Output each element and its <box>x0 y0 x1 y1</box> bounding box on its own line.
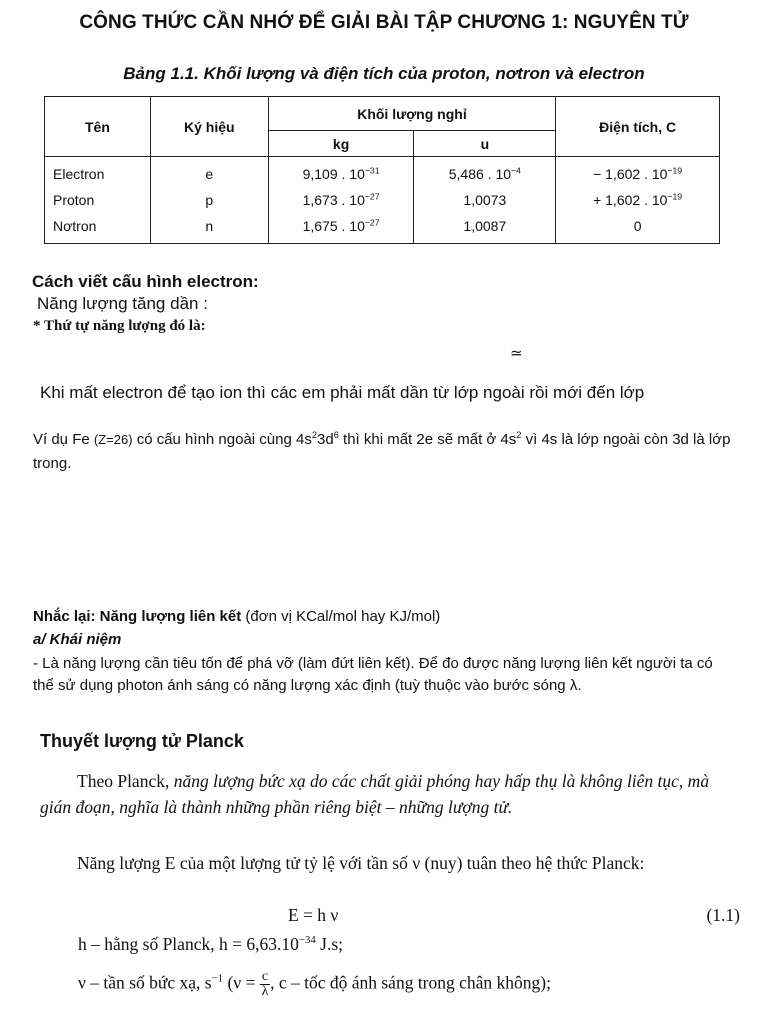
document-title: CÔNG THỨC CẦN NHỚ ĐỂ GIẢI BÀI TẬP CHƯƠNG 1: NGUYÊN TỬ <box>79 12 689 33</box>
cell-charge: + 1,602 . $10^{-19}$ <box>556 187 720 213</box>
table-row <box>45 157 720 188</box>
table-row <box>45 213 720 244</box>
mass-charge-table <box>44 96 720 244</box>
c-over-lambda-fraction: $\frac{c}{\lambda}$ <box>261 969 269 999</box>
formula-expression: E = h ν <box>288 905 339 925</box>
table-row <box>45 187 720 213</box>
frequency-definition: ν – tần số bức xạ, $s^{-1}$ (ν = $\frac{c}{\lambda}$ , c – tốc độ ánh sáng trong chân không); <box>78 969 551 999</box>
header-u: u <box>414 131 556 157</box>
electron-config-heading: Cách viết cấu hình electron: <box>32 272 259 291</box>
header-kg: kg <box>268 131 414 157</box>
bond-energy-title: Nhắc lại: Năng lượng liên kết (đơn vị KCal/mol hay KJ/mol) <box>33 608 441 625</box>
energy-order-text: * Thứ tự năng lượng đó là: <box>33 318 206 334</box>
cell-name: Electron <box>45 157 151 188</box>
cell-name: Nơtron <box>45 213 151 244</box>
header-symbol: Ký hiệu <box>150 97 268 157</box>
formula-number: (1.1) <box>706 905 740 925</box>
cell-symbol: e <box>150 157 268 188</box>
approx-symbol: ≃ <box>510 345 523 362</box>
cell-mass-kg: 1,673 . $10^{-27}$ <box>268 187 414 213</box>
cell-charge: 0 <box>556 213 720 244</box>
fe-example-paragraph: Ví dụ Fe (Z=26) có cấu hình ngoài cùng $4s^23d^6$ thì khi mất 2e sẽ mất ở $4s^2$ vì 4s là lớp ngoài còn 3d là lớp trong. <box>33 430 731 472</box>
planck-formula <box>40 905 740 931</box>
cell-mass-u: 1,0087 <box>414 213 556 244</box>
energy-increasing-text: Năng lượng tăng dần : <box>37 294 208 313</box>
cell-mass-kg: 1,675 . $10^{-27}$ <box>268 213 414 244</box>
ion-formation-note: Khi mất electron để tạo ion thì các em phải mất dần từ lớp ngoài rồi mới đến lớp <box>40 383 645 402</box>
planck-paragraph-2: Năng lượng E của một lượng tử tỷ lệ với tần số ν (nuy) tuân theo hệ thức Planck: <box>77 853 645 873</box>
table-caption: Bảng 1.1. Khối lượng và điện tích của proton, nơtron và electron <box>123 64 645 83</box>
bond-concept-heading: a/ Khái niệm <box>33 631 122 648</box>
cell-mass-u: 1,0073 <box>414 187 556 213</box>
cell-mass-u: 5,486 . $10^{-4}$ <box>414 157 556 188</box>
header-name: Tên <box>45 97 151 157</box>
planck-paragraph-1: Theo Planck, năng lượng bức xạ do các chất giải phóng hay hấp thụ là không liên tục, mà gián đoạn, nghĩa là thành những phần riêng biệt – những lượng tử. <box>40 771 710 817</box>
cell-charge: − 1,602 . $10^{-19}$ <box>556 157 720 188</box>
cell-symbol: n <box>150 213 268 244</box>
planck-heading: Thuyết lượng tử Planck <box>40 731 244 751</box>
planck-constant-definition: h – hằng số Planck, $h = 6,63.10^{-34}$ J.s; <box>78 934 344 954</box>
header-rest-mass: Khối lượng nghỉ <box>268 97 556 131</box>
bond-definition-text: - Là năng lượng cần tiêu tốn để phá vỡ (làm đứt liên kết). Để đo được năng lượng liên kết người ta có thể sử dụng photon ánh sáng có năng lượng xác định (tuỳ thuộc vào bước sóng λ. <box>33 655 713 694</box>
cell-name: Proton <box>45 187 151 213</box>
cell-mass-kg: 9,109 . $10^{-31}$ <box>268 157 414 188</box>
cell-symbol: p <box>150 187 268 213</box>
header-charge: Điện tích, C <box>556 97 720 157</box>
